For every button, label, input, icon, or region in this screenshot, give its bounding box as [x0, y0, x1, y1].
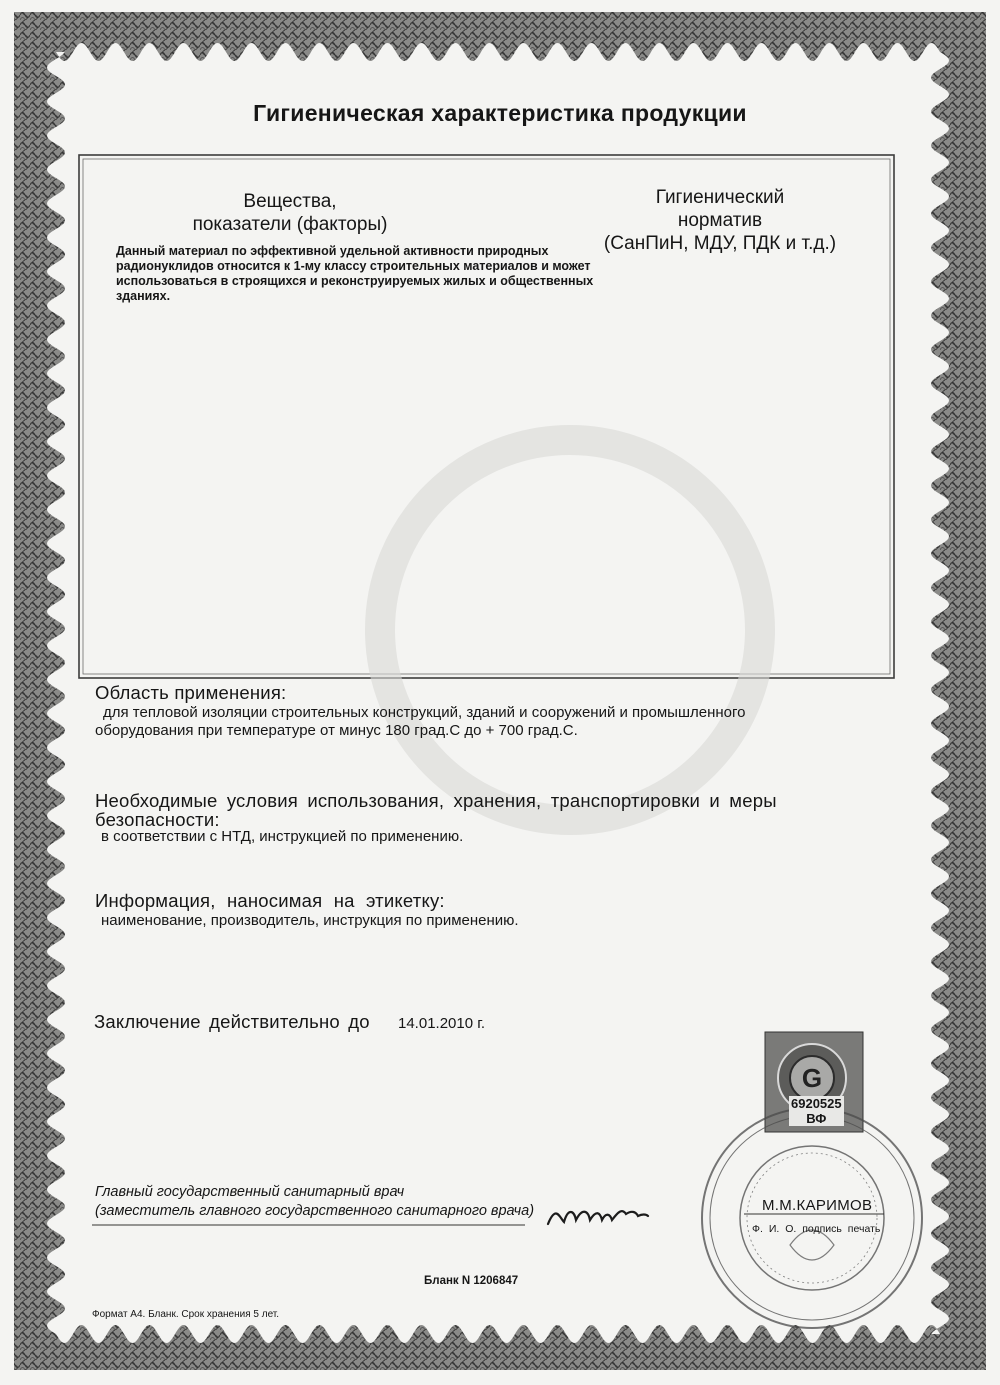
conditions-value: в соответствии с НТД, инструкцией по применению. — [101, 828, 464, 845]
hologram-number-line2: ВФ — [806, 1111, 827, 1126]
hologram-number-line1: 6920525 — [791, 1096, 842, 1111]
hologram-number — [789, 1096, 844, 1126]
scope-value-line1: для тепловой изоляции строительных конструкций, зданий и сооружений и промышленного — [103, 704, 746, 721]
right-header-line2: норматив — [677, 210, 763, 231]
label-info-value: наименование, производитель, инструкция по применению. — [101, 912, 519, 929]
svg-text:G: G — [801, 1063, 823, 1093]
left-header-line1: Вещества, — [243, 191, 337, 212]
signature-caption: Ф. И. О. подпись печать — [752, 1223, 881, 1235]
validity-date: 14.01.2010 г. — [398, 1015, 486, 1032]
left-header-line2: показатели (факторы) — [192, 214, 388, 235]
footer-note: Формат А4. Бланк. Срок хранения 5 лет. — [92, 1309, 280, 1320]
table-left-header — [150, 190, 430, 236]
right-header-line3: (СанПиН, МДУ, ПДК и т.д.) — [603, 233, 837, 254]
document-title: Гигиеническая характеристика продукции — [253, 100, 747, 126]
conditions-label-line2: безопасности: — [95, 809, 220, 830]
blank-number: Бланк N 1206847 — [424, 1275, 519, 1287]
signatory-role-line1: Главный государственный санитарный врач — [95, 1184, 405, 1200]
validity-label: Заключение действительно до — [94, 1011, 370, 1032]
conditions-label-line1: Необходимые условия использования, хранения, транспортировки и меры — [95, 790, 777, 811]
scope-label: Область применения: — [95, 682, 287, 703]
signatory-role-line2: (заместитель главного государственного санитарного врача) — [95, 1203, 535, 1219]
signatory-role — [95, 1183, 534, 1221]
signatory-name: М.М.КАРИМОВ — [762, 1197, 873, 1214]
table-body-text: Данный материал по эффективной удельной активности природных радионуклидов относится к 1-му классу строительных материалов и может использоваться в строящихся и реконструируемых жилых и общественных зданиях. — [116, 244, 594, 303]
scope-value-line2: оборудования при температуре от минус 180 град.С до + 700 град.С. — [95, 722, 578, 739]
label-info-label: Информация, наносимая на этикетку: — [95, 890, 445, 911]
right-header-line1: Гигиенический — [655, 187, 785, 208]
